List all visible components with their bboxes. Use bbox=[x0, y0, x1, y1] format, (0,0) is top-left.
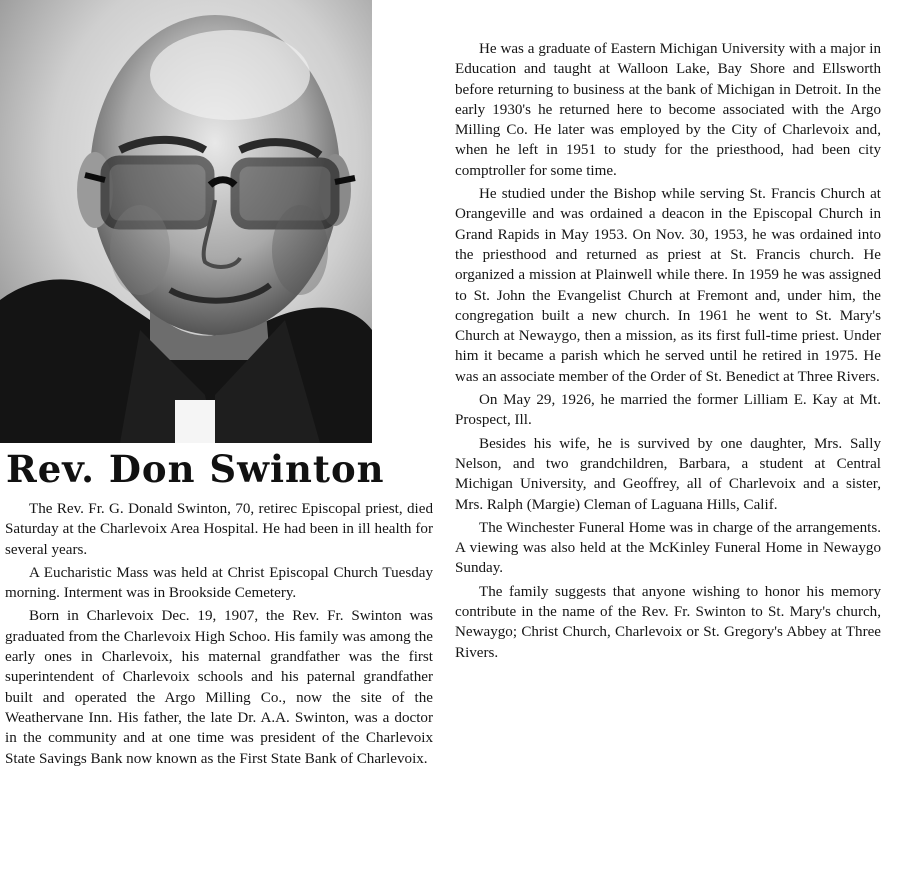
paragraph: A Eucharistic Mass was held at Christ Episcopal Church Tuesday morning. Interment was in Brookside Cemetery. bbox=[5, 564, 433, 602]
paragraph: Born in Charlevoix Dec. 19, 1907, the Rev. Fr. Swinton was graduated from the Charlevoix High Schoo. His family was among the early ones in Charlevoix, his maternal grandfather was the first superintendent of Charlevoix schools and his paternal grandfather built and operated the Argo Milling Co., now the site of the Weathervane Inn. His father, the late Dr. A.A. Swinton, was a doctor in the community and at one time was president of the Charlevoix State Savings Bank now known as the First State Bank of Charlevoix. bbox=[5, 608, 433, 767]
headline: Rev. Don Swinton bbox=[6, 447, 385, 491]
right-column bbox=[455, 39, 881, 666]
paragraph: The Rev. Fr. G. Donald Swinton, 70, retirec Episcopal priest, died Saturday at the Charlevoix Area Hospital. He had been in ill health for several years. bbox=[5, 501, 433, 558]
left-column bbox=[5, 499, 433, 772]
paragraph: On May 29, 1926, he married the former Lilliam E. Kay at Mt. Prospect, Ill. bbox=[455, 392, 881, 429]
paragraph: The Winchester Funeral Home was in charge of the arrangements. A viewing was also held at the McKinley Funeral Home in Newaygo Sunday. bbox=[455, 519, 881, 577]
paragraph: He was a graduate of Eastern Michigan University with a major in Education and taught at Walloon Lake, Bay Shore and Ellsworth before returning to business at the bank of Michigan in Detroit. In the early 1930's he returned here to become associated with the Argo Milling Co. He later was employed by the City of Charlevoix and, when he left in 1951 to study for the priesthood, had been city comptroller for some time. bbox=[455, 41, 881, 179]
portrait-illustration bbox=[0, 0, 372, 443]
paragraph: He studied under the Bishop while serving St. Francis Church at Orangeville and was ordained a deacon in the Episcopal Church in Grand Rapids in May 1953. On Nov. 30, 1953, he was ordained into the priesthood and returned as priest at St. Francis church. He organized a mission at Plainwell while there. In 1959 he was assigned to St. John the Evangelist Church at Fremont and, under him, the congregation built a new church. In 1961 he went to St. Mary's Church at Newaygo, then a mission, as its first full-time priest. Under him it became a parish which he served until he retired in 1975. He was an associate member of the Order of St. Benedict at Three Rivers. bbox=[455, 186, 881, 385]
portrait-photo bbox=[0, 0, 372, 443]
paragraph: Besides his wife, he is survived by one daughter, Mrs. Sally Nelson, and two grandchildren, Barbara, a student at Central Michigan University, and Geoffrey, all of Charlevoix and a sister, Mrs. Ralph (Margie) Cleman of Laguana Hills, Calif. bbox=[455, 435, 881, 513]
paragraph: The family suggests that anyone wishing to honor his memory contribute in the name of the Rev. Fr. Swinton to St. Mary's church, Newaygo; Christ Church, Charlevoix or St. Gregory's Abbey at Three Rivers. bbox=[455, 583, 881, 661]
